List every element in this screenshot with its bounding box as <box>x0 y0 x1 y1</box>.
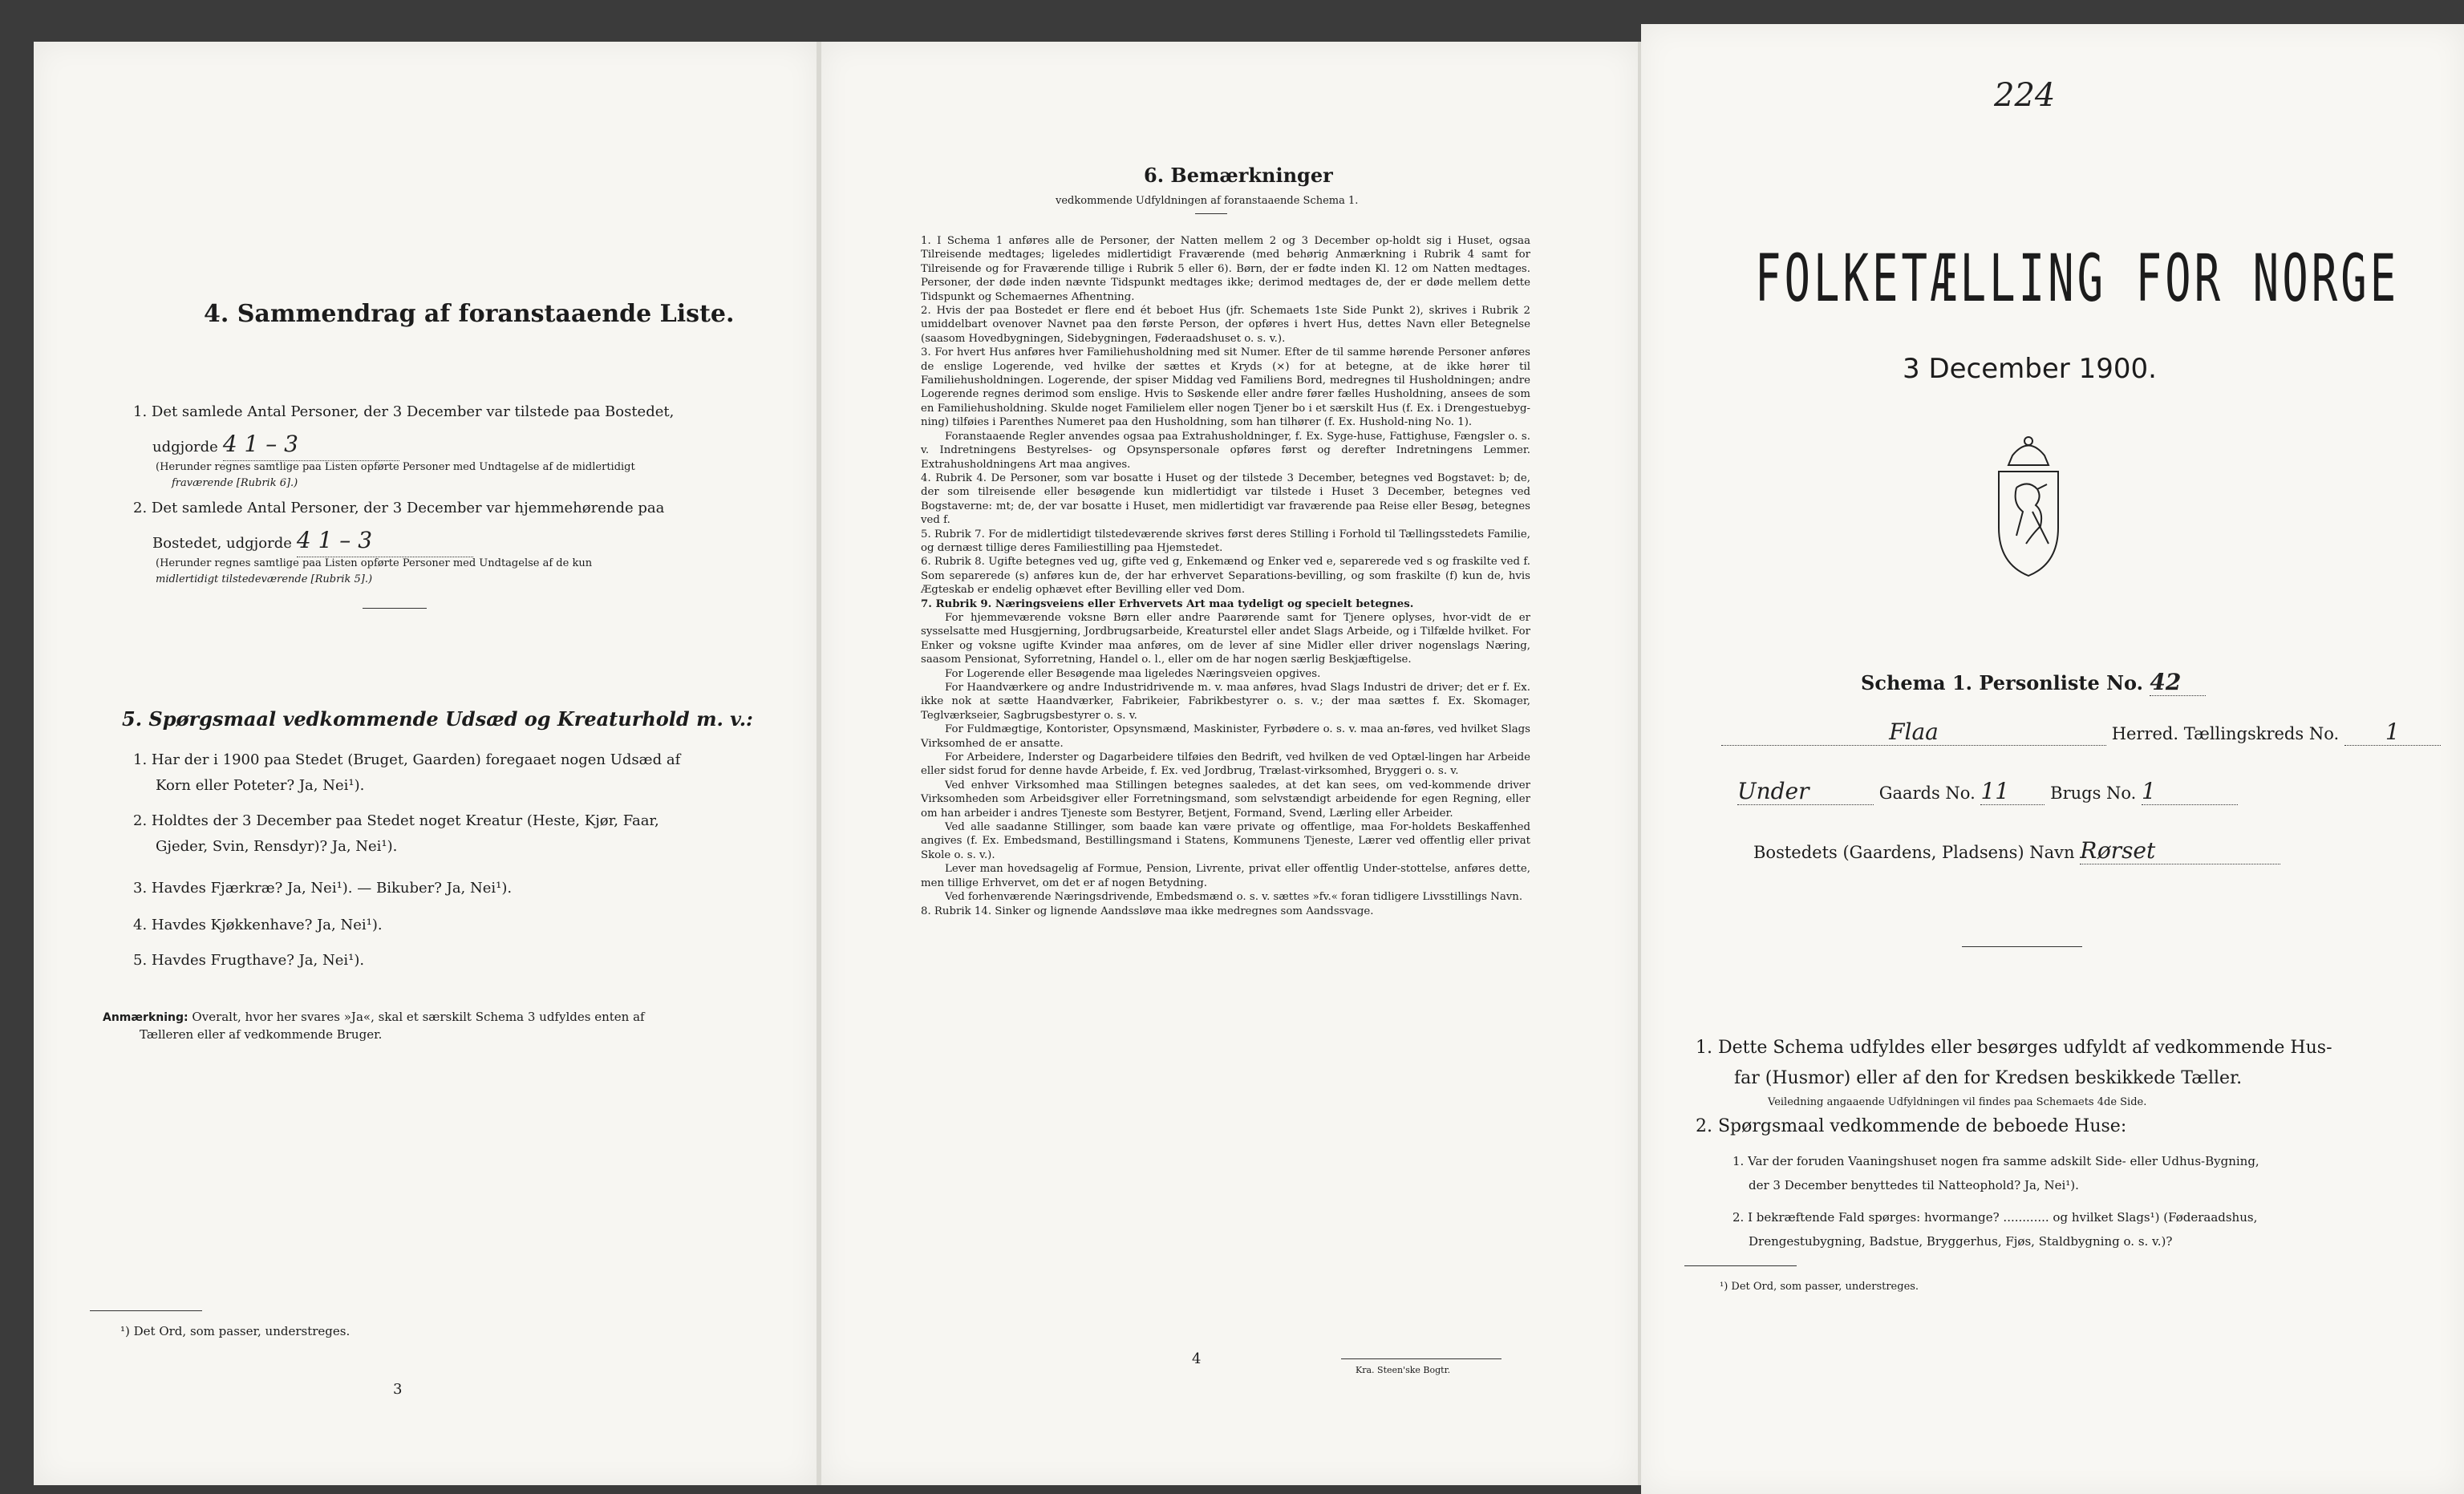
inst-1a: 1. Dette Schema udfyldes eller besørges udfyldt af vedkommende Hus- <box>1696 1038 2332 1058</box>
bosted-value: Rørset <box>2080 837 2156 864</box>
q5-1b: Korn eller Poteter? Ja, Nei¹). <box>156 777 365 794</box>
remark-3: 3. For hvert Hus anføres hver Familiehusholdning med sit Numer. Efter de til samme hørende Personer anføres de enslige Logerende, ved hvilke der sættes et Kryds (×) for at betegne, at de ikke hører til Familiehusholdningen. Logerende, der spiser Middag ved Familiens Bord, medregnes til Husholdningen; andre Logerende regnes derimod som enslige. Hvis to Søskende eller andre fører fælles Husholdning, ansees de som en Familiehusholdning. Skulde noget Familielem eller nogen Tjener bo i et særskilt Hus (f. Ex. i Drengestuebyg-ning) tilføies i Parenthes Numeret paa den Husholdning, som han tilhører (f. Ex. Hushold-ning No. 1). <box>921 346 1530 429</box>
inst-1b: far (Husmor) eller af den for Kredsen beskikkede Tæller. <box>1734 1068 2243 1088</box>
q5-2a: 2. Holdtes der 3 December paa Stedet noget Kreatur (Heste, Kjør, Faar, <box>133 812 659 829</box>
gaards-line: Under Gaards No. 11 Brugs No. 1 <box>1737 778 2238 805</box>
q1-value: 4 1 – 3 <box>222 431 298 457</box>
remark-7: 7. Rubrik 9. Næringsveiens eller Erhvervets Art maa tydeligt og specielt betegnes. <box>921 597 1414 610</box>
form-date: 3 December 1900. <box>1903 353 2157 385</box>
printer: Kra. Steen'ske Bogtr. <box>1356 1365 1451 1375</box>
remarks-title: 6. Bemærkninger <box>1144 164 1333 187</box>
schema-no: 42 <box>2150 669 2182 695</box>
q5-1a: 1. Har der i 1900 paa Stedet (Bruget, Gaarden) foregaaet nogen Udsæd af <box>133 751 681 768</box>
remark-7b: For Logerende eller Besøgende maa ligeledes Næringsveien opgives. <box>945 667 1321 680</box>
printer-rule <box>1341 1358 1502 1359</box>
schema-label: Schema 1. Personliste No. 42 <box>1861 669 2206 696</box>
q2-line1: 2. Det samlede Antal Personer, der 3 December var hjemmehørende paa <box>133 500 665 516</box>
q5-4: 4. Havdes Kjøkkenhave? Ja, Nei¹). <box>133 917 383 933</box>
bosted-line: Bostedets (Gaardens, Pladsens) Navn Rørset <box>1753 837 2280 864</box>
footnote-rule-right <box>1684 1265 1797 1266</box>
q1-line2: udgjorde 4 1 – 3 <box>152 431 399 461</box>
footnote-rule <box>90 1310 202 1311</box>
page-number-4: 4 <box>1192 1350 1202 1367</box>
remark-7i: Ved forhenværende Næringsdrivende, Embedsmænd o. s. v. sættes »fv.« foran tidligere Livsstillings Navn. <box>945 891 1523 904</box>
page-number: 3 <box>393 1381 403 1398</box>
divider <box>363 608 427 609</box>
remarks-subtitle: vedkommende Udfyldningen af foranstaaende Schema 1. <box>1056 195 1359 207</box>
inst-2-1b: der 3 December benyttedes til Natteophold? Ja, Nei¹). <box>1749 1178 2079 1192</box>
inst-2-2a: 2. I bekræftende Fald spørges: hvormange? ............ og hvilket Slags¹) (Føderaadshus, <box>1732 1210 2258 1225</box>
remark-3b: Foranstaaende Regler anvendes ogsaa paa Extrahusholdninger, f. Ex. Syge-huse, Fattighuse, Fængsler o. s. v. Indretningens Bestyrelses- og Opsynspersonale opføres først og derefter Indretningens Lemmer. Extrahusholdningens Art maa angives. <box>921 430 1530 471</box>
remark-7c: For Haandværkere og andre Industridrivende m. v. maa anføres, hvad Slags Industri de driver; det er f. Ex. ikke nok at sætte Haandværker, Fabrikeier, Fabrikbestyrer o. s. v.; der maa sættes f. Ex. Skomager, Teglværkseier, Sagbrugsbestyrer o. s. v. <box>921 682 1530 722</box>
gaards-no: 11 <box>1980 778 2010 804</box>
inst-2: 2. Spørgsmaal vedkommende de beboede Huse: <box>1696 1116 2127 1136</box>
inst-2-1a: 1. Var der foruden Vaaningshuset nogen fra samme adskilt Side- eller Udhus-Bygning, <box>1732 1154 2259 1168</box>
title-rule <box>1195 213 1227 214</box>
q5-3: 3. Havdes Fjærkræ? Ja, Nei¹). — Bikuber? Ja, Nei¹). <box>133 880 513 897</box>
remark-5: 5. Rubrik 7. For de midlertidigt tilstedeværende skrives først deres Stilling i Forhold til Tællingsstedets Familie, og dernæst tillige deres Familiestilling paa Hjemstedet. <box>921 528 1530 554</box>
remark-6: 6. Rubrik 8. Ugifte betegnes ved ug, gifte ved g, Enkemænd og Enker ved e, separerede ved s og fraskilte ved f. Som separerede (s) anføres kun de, der har erhvervet Separations-bevilling, og som fraskilte (f) kun de, hvis Ægteskab er endelig ophævet efter Bevilling eller ved Dom. <box>921 556 1530 597</box>
brugs-no: 1 <box>2142 778 2156 804</box>
remark-7d: For Fuldmægtige, Kontorister, Opsynsmænd, Maskinister, Fyrbødere o. s. v. maa an-føres, ved hvilket Slags Virksomhed de er ansatte. <box>921 723 1530 750</box>
remark-7h: Lever man hovedsagelig af Formue, Pension, Livrente, privat eller offentlig Under-stottelse, anføres dette, men tillige Erhvervet, om det er af nogen Betydning. <box>921 863 1530 889</box>
inst-1c: Veiledning angaaende Udfyldningen vil findes paa Schemaets 4de Side. <box>1768 1096 2147 1108</box>
q2-note-1: (Herunder regnes samtlige paa Listen opførte Personer med Undtagelse af de kun <box>156 557 593 569</box>
section4-title: 4. Sammendrag af foranstaaende Liste. <box>204 300 735 328</box>
q1-note-2: fraværende [Rubrik 6].) <box>172 477 298 489</box>
kreds-no: 1 <box>2385 719 2400 745</box>
q5-2b: Gjeder, Svin, Rensdyr)? Ja, Nei¹). <box>156 838 398 855</box>
remark-8: 8. Rubrik 14. Sinker og lignende Aandssløve maa ikke medregnes som Aandssvage. <box>921 905 1374 917</box>
q2-line2: Bostedet, udgjorde 4 1 – 3 <box>152 528 473 557</box>
herred-line: Flaa Herred. Tællingskreds No. 1 <box>1721 719 2441 746</box>
q5-5: 5. Havdes Frugthave? Ja, Nei¹). <box>133 952 365 969</box>
inst-2-2b: Drengestubygning, Badstue, Bryggerhus, Fjøs, Staldbygning o. s. v.)? <box>1749 1234 2173 1249</box>
ornament-rule <box>1962 946 2082 947</box>
archive-number: 224 <box>1994 77 2056 114</box>
remarks-list <box>921 234 1530 918</box>
remark-7f: Ved enhver Virksomhed maa Stillingen betegnes saaledes, at det kan sees, om ved-kommende driver Virksomheden som Arbeidsgiver eller Forretningsmand, som selvstændigt arbeidende for egen Regning, eller om han arbeider i andres Tjeneste som Bestyrer, Betjent, Formand, Svend, Lærling eller Arbeider. <box>921 779 1530 820</box>
footnote-right: ¹) Det Ord, som passer, understreges. <box>1720 1281 1919 1293</box>
anmaerkning: Anmærkning: Overalt, hvor her svares »Ja«, skal et særskilt Schema 3 udfyldes enten af <box>103 1010 645 1024</box>
herred-value: Flaa <box>1889 719 1939 745</box>
section5-title: 5. Spørgsmaal vedkommende Udsæd og Kreaturhold m. v.: <box>122 707 753 731</box>
q1-note-1: (Herunder regnes samtlige paa Listen opførte Personer med Undtagelse af de midlertidigt <box>156 461 635 473</box>
coat-of-arms-icon <box>1984 431 2073 584</box>
remark-7a: For hjemmeværende voksne Børn eller andre Paarørende samt for Tjenere oplyses, hvor-vidt de er sysselsatte med Husgjerning, Jordbrugsarbeide, Kreaturstel eller andet Slags Arbeide, og i Tilfælde hvilket. For Enker og voksne ugifte Kvinder maa anføres, om de lever af sine Midler eller driver nogenslags Næring, saasom Pensionat, Syforretning, Handel o. l., eller om de har nogen særlig Beskjæftigelse. <box>921 611 1530 666</box>
q2-value: 4 1 – 3 <box>296 527 373 553</box>
remark-2: 2. Hvis der paa Bostedet er flere end ét beboet Hus (jfr. Schemaets 1ste Side Punkt 2), skrives i Rubrik 2 umiddelbart ovenover Navnet paa den første Person, der opføres i hvert Hus, dettes Navn eller Betegnelse (saasom Hovedbygningen, Sidebygningen, Føderaadshuset o. s. v.). <box>921 305 1530 345</box>
remark-7g: Ved alle saadanne Stillinger, som baade kan være private og offentlige, maa For-holdets Beskaffenhed angives (f. Ex. Embedsmand, Bestillingsmand i Statens, Kommunens Tjeneste, Lærer ved offentlig eller privat Skole o. s. v.). <box>921 821 1530 861</box>
remark-4: 4. Rubrik 4. De Personer, som var bosatte i Huset og der tilstede 3 December, betegnes ved Bogstavet: b; de, der som tilreisende eller besøgende kun midlertidigt var tilstede i Huset 3 December, betegnes ved Bogstaverne: mt; de, der var bosatte i Huset, men midlertidigt var fraværende paa Reise eller Besøg, betegnes ved f. <box>921 472 1530 527</box>
remark-1: 1. I Schema 1 anføres alle de Personer, der Natten mellem 2 og 3 December op-holdt sig i Huset, ogsaa Tilreisende medtages; ligeledes midlertidigt Fraværende (med behørig Anmærkning i Rubrik 4 samt for Tilreisende og for Fraværende tillige i Rubrik 5 eller 6). Børn, der er fødte inden Kl. 12 om Natten medtages. Personer, der døde inden nævnte Tidspunkt medtages ikke; derimod medtages de, der er døde mellem dette Tidspunkt og Schemaernes Afhentning. <box>921 235 1530 303</box>
anmaerkning-2: Tælleren eller af vedkommende Bruger. <box>140 1027 383 1042</box>
q1-line1: 1. Det samlede Antal Personer, der 3 December var tilstede paa Bostedet, <box>133 403 675 420</box>
footnote: ¹) Det Ord, som passer, understreges. <box>120 1324 351 1338</box>
form-title: FOLKETÆLLING FOR NORGE <box>1755 241 2400 317</box>
page-left <box>34 42 817 1485</box>
under-value: Under <box>1737 778 1810 804</box>
q2-note-2: midlertidigt tilstedeværende [Rubrik 5].) <box>156 573 373 585</box>
remark-7e: For Arbeidere, Inderster og Dagarbeidere tilføies den Bedrift, ved hvilken de ved Optæl-lingen har Arbeide eller sidst forud for denne havde Arbeide, f. Ex. ved Jordbrug, Trælast-virksomhed, Bryggeri o. s. v. <box>921 751 1530 778</box>
